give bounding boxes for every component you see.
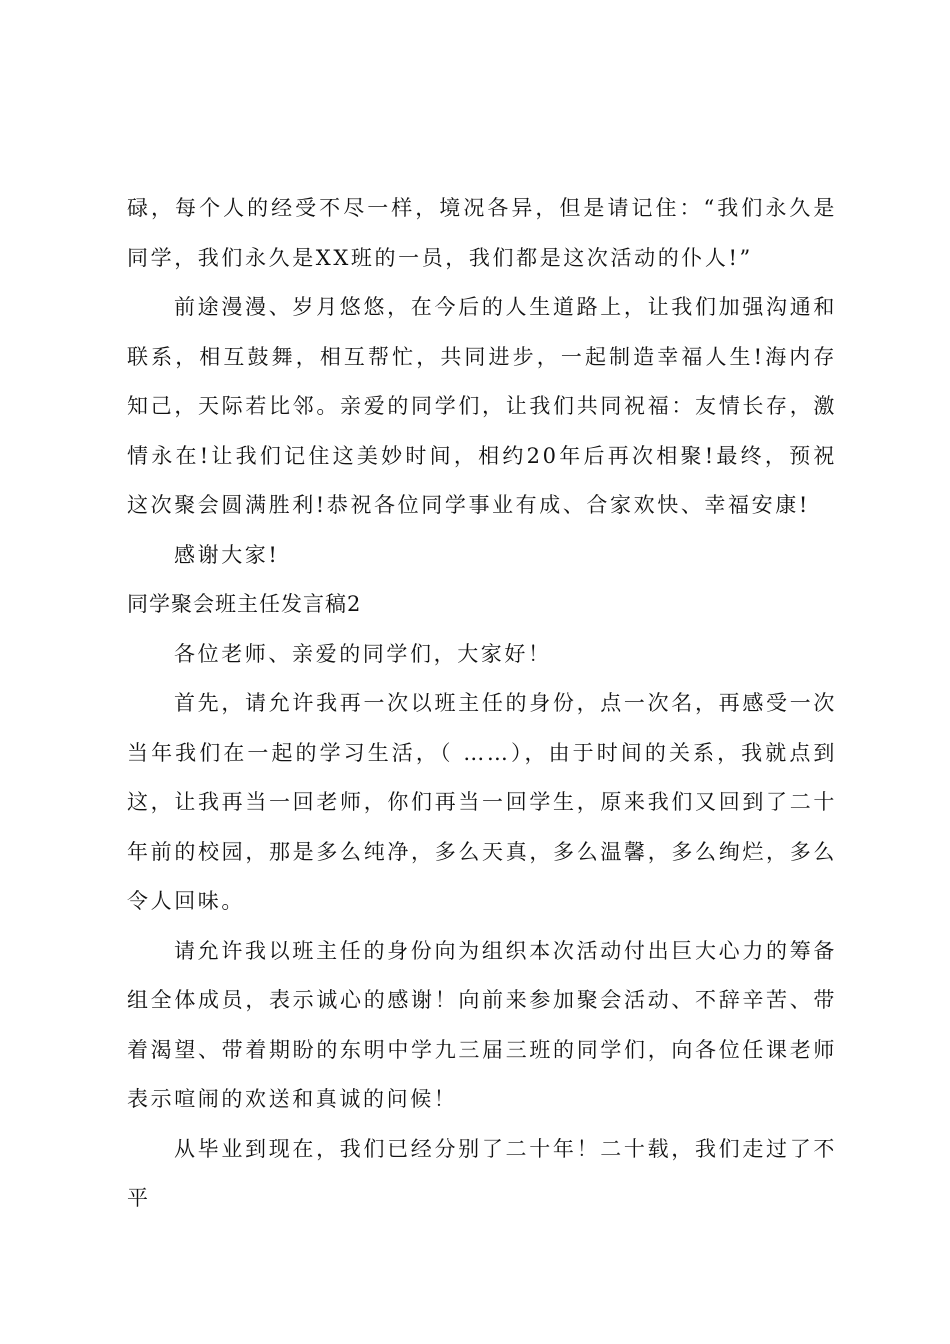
paragraph-future-wishes: 前途漫漫、岁月悠悠，在今后的人生道路上，让我们加强沟通和联系，相互鼓舞，相互帮忙，共同进步，一起制造幸福人生!海内存知己，天际若比邻。亲爱的同学们，让我们共同祝福：友情长存，激情永在!让我们记住这美妙时间，相约20年后再次相聚!最终，预祝这次聚会圆满胜利!恭祝各位同学事业有成、合家欢快、幸福安康! [127,295,837,517]
document-body [127,184,837,1224]
paragraph-twenty-years: 从毕业到现在，我们已经分别了二十年！二十载，我们走过了不平 [127,1136,837,1210]
paragraph-gratitude: 请允许我以班主任的身份向为组织本次活动付出巨大心力的筹备组全体成员，表示诚心的感谢！向前来参加聚会活动、不辞辛苦、带着渴望、带着期盼的东明中学九三届三班的同学们，向各位任课老师表示喧闹的欢送和真诚的问候！ [127,938,837,1111]
section-heading: 同学聚会班主任发言稿2 [127,592,362,616]
paragraph-roll-call: 首先，请允许我再一次以班主任的身份，点一次名，再感受一次当年我们在一起的学习生活，（ ……），由于时间的关系，我就点到这，让我再当一回老师，你们再当一回学生，原来我们又回到了二十年前的校园，那是多么纯净，多么天真，多么温馨，多么绚烂，多么令人回味。 [127,691,837,913]
paragraph-greeting: 各位老师、亲爱的同学们，大家好！ [174,641,552,666]
paragraph-thanks: 感谢大家! [174,542,280,567]
paragraph-continuation: 碌，每个人的经受不尽一样，境况各异，但是请记住：“我们永久是同学，我们永久是XX班的一员，我们都是这次活动的仆人!” [127,196,837,270]
